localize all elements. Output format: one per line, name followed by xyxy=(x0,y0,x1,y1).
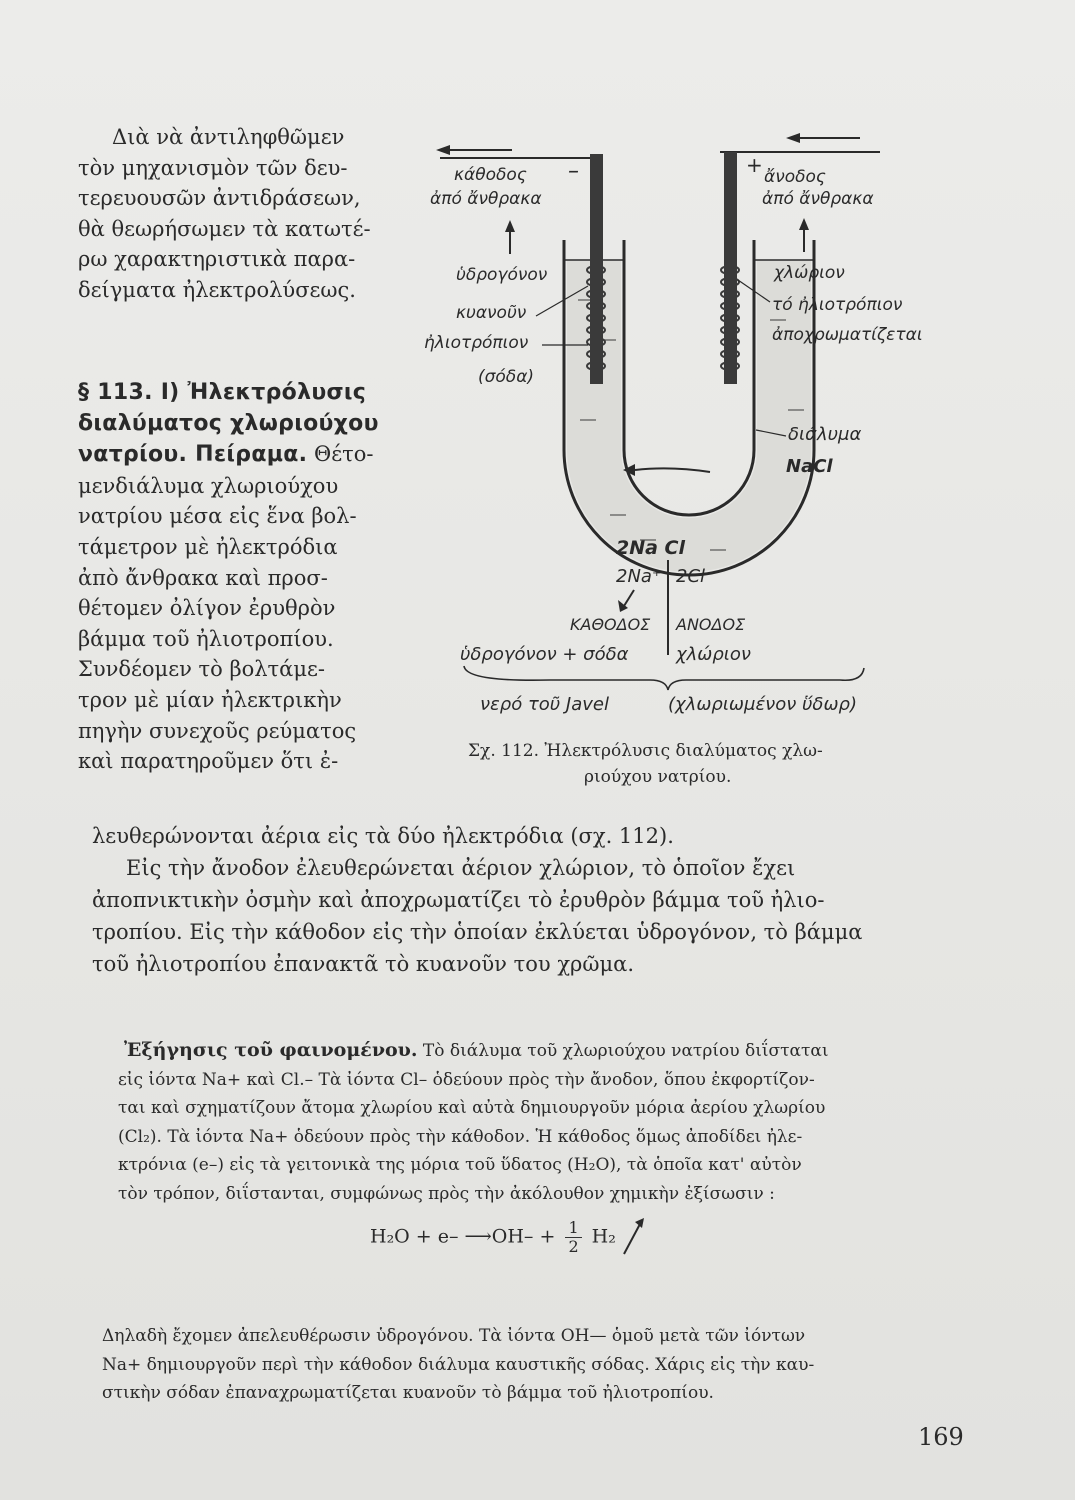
text-line: (Cl₂). Τὰ ἰόντα Na+ ὁδεύουν πρὸς τὴν κάθοδον. Ἡ κάθοδος ὅμως ἀποδίδει ἠλε- xyxy=(118,1126,803,1147)
conclusion-paragraph xyxy=(102,1322,962,1408)
text-line: βάμμα τοῦ ἠλιοτροπίου. xyxy=(78,626,334,651)
label-cathode: κάθοδος xyxy=(454,165,527,185)
label-products-anode: χλώριον xyxy=(676,644,751,665)
plus-sign: + xyxy=(746,153,763,177)
label-anode: ἄνοδος xyxy=(764,167,826,187)
text-line: τάμετρον μὲ ἠλεκτρόδια xyxy=(78,534,338,559)
section-heading: διαλύματος χλωριούχου xyxy=(78,410,379,436)
text-line: στικὴν σόδαν ἐπαναχρωματίζεται κυανοῦν τὸ βάμμα τοῦ ἠλιοτροπίου. xyxy=(102,1383,714,1403)
up-arrow-right xyxy=(799,218,809,252)
text-line: ἀπὸ ἄνθρακα καὶ προσ- xyxy=(78,565,328,590)
fraction-denominator: 2 xyxy=(568,1237,579,1256)
electrolysis-figure xyxy=(420,120,950,720)
text-line: ρω χαρακτηριστικὰ παρα- xyxy=(78,247,356,272)
text-line xyxy=(118,1036,978,1066)
text-fragment: Τὸ διάλυμα τοῦ χλωριούχου νατρίου διΐσταται xyxy=(422,1041,829,1061)
wire-left xyxy=(440,154,598,158)
minus-sign: – xyxy=(568,159,579,184)
text-line: δείγματα ἠλεκτρολύσεως. xyxy=(78,277,356,302)
fraction-numerator: 1 xyxy=(565,1219,581,1238)
caption-line: Σχ. 112. Ἠλεκτρόλυσις διαλύματος χλω- xyxy=(468,741,823,761)
anode-electrode xyxy=(721,152,739,384)
ion-chloride: 2Cl⁻ xyxy=(676,566,715,587)
text-line: καὶ παρατηροῦμεν ὅτι ἐ- xyxy=(78,749,339,774)
explanation-paragraph xyxy=(118,1036,978,1208)
text-line: τὸν μηχανισμὸν τῶν δευ- xyxy=(78,155,348,180)
label-soda: (σόδα) xyxy=(478,367,535,387)
equation-fraction xyxy=(565,1219,581,1256)
formula-nacl: 2Na Cl xyxy=(616,537,686,559)
equation-right: H₂ xyxy=(591,1225,616,1248)
text-line: Διὰ νὰ ἀντιληφθῶμεν xyxy=(112,125,345,149)
current-arrow-right xyxy=(786,133,860,143)
text-line: κτρόνια (e–) εἰς τὰ γειτονικὰ της μόρια τοῦ ὕδατος (H₂O), τὰ ὁποῖα κατ' αὐτὸν xyxy=(118,1155,802,1175)
text-line: τοῦ ἠλιοτροπίου ἐπανακτᾶ τὸ κυανοῦν του χρῶμα. xyxy=(92,952,635,976)
caption-line: ριούχου νατρίου. xyxy=(584,767,732,787)
text-line xyxy=(78,439,418,471)
label-chlorine: χλώριον xyxy=(774,263,845,283)
label-products-cathode: ὑδρογόνον + σόδα xyxy=(460,644,629,665)
text-line: λευθερώνονται ἀέρια εἰς τὰ δύο ἠλεκτρόδια (σχ. 112). xyxy=(92,824,674,848)
label-javel: νερό τοῦ Javel xyxy=(480,694,609,715)
text-line: Συνδέομεν τὸ βολτάμε- xyxy=(78,657,325,682)
label-decolourised: ἀποχρωματίζεται xyxy=(772,325,923,345)
label-hydrogen: ὑδρογόνον xyxy=(456,265,548,285)
section-heading: § 113. I) Ἠλεκτρόλυσις xyxy=(78,380,367,405)
equation-left: H₂O + e– ⟶OH– + xyxy=(370,1225,556,1248)
ion-sodium: 2Na⁺ xyxy=(616,566,662,587)
label-litmus-right: τό ἠλιοτρόπιον xyxy=(772,295,903,315)
up-arrow-left xyxy=(505,220,515,254)
gas-release-arrow-icon xyxy=(622,1216,644,1256)
label-solution: διάλυμα xyxy=(788,424,862,445)
text-line: ἀποπνικτικὴν ὀσμὴν καὶ ἀποχρωματίζει τὸ ἐρυθρὸν βάμμα τοῦ ἠλιο- xyxy=(92,888,825,912)
label-litmus-left: ἠλιοτρόπιον xyxy=(424,333,529,353)
label-chlorinated-water: (χλωριωμένον ὕδωρ) xyxy=(668,694,857,715)
figure-caption xyxy=(468,738,823,790)
text-line: θέτομεν ὀλίγον ἐρυθρὸν xyxy=(78,596,336,621)
label-from-carbon-right: ἀπό ἄνθρακα xyxy=(762,189,874,209)
label-blue: κυανοῦν xyxy=(456,303,527,323)
label-cathode-caps: ΚΑΘΟΔΟΣ xyxy=(570,615,651,634)
intro-paragraph xyxy=(78,122,418,306)
text-line: τρον μὲ μίαν ἠλεκτρικὴν xyxy=(78,687,342,712)
current-arrow-left xyxy=(436,145,512,155)
text-line: νατρίου μέσα εἰς ἕνα βολ- xyxy=(78,504,357,529)
text-line: τὸν τρόπον, διΐστανται, συμφώνως πρὸς τὴν ἀκόλουθον χημικὴν ἐξίσωσιν : xyxy=(118,1183,775,1204)
text-line: τροπίου. Εἰς τὴν κάθοδον εἰς τὴν ὁποίαν ἐκλύεται ὑδρογόνον, τὸ βάμμα xyxy=(92,920,863,944)
bracket xyxy=(464,666,864,690)
text-line: μενδιάλυμα χλωριούχου xyxy=(78,473,339,498)
page-number: 169 xyxy=(918,1423,964,1451)
text-line: Εἰς τὴν ἄνοδον ἐλευθερώνεται ἀέριον χλώριον, τὸ ὁποῖον ἔχει xyxy=(126,856,796,880)
text-line: τερευουσῶν ἀντιδράσεων, xyxy=(78,186,361,211)
label-from-carbon-left: ἀπό ἄνθρακα xyxy=(430,189,542,209)
label-anode-caps: ΑΝΟΔΟΣ xyxy=(676,615,746,634)
down-arrow-ion xyxy=(618,590,634,612)
label-nacl: NaCl xyxy=(786,456,833,477)
text-line: ται καὶ σχηματίζουν ἄτομα χλωρίου καὶ αὐτὰ δημιουργοῦν μόρια ἀερίου χλωρίου xyxy=(118,1098,826,1118)
text-line: θὰ θεωρήσωμεν τὰ κατωτέ- xyxy=(78,216,371,241)
chemical-equation xyxy=(370,1216,644,1256)
section-113 xyxy=(78,378,418,777)
section-heading-end: νατρίου. Πείραμα. xyxy=(78,442,308,468)
text-line: Δηλαδὴ ἔχομεν ἀπελευθέρωσιν ὑδρογόνου. Τὰ ἰόντα OH— ὁμοῦ μετὰ τῶν ἰόντων xyxy=(102,1326,806,1346)
observation-paragraph xyxy=(92,820,972,980)
text-fragment: Θέτο- xyxy=(314,442,374,467)
text-line: Na+ δημιουργοῦν περὶ τὴν κάθοδον διάλυμα καυστικῆς σόδας. Χάρις εἰς τὴν καυ- xyxy=(102,1354,815,1375)
text-line: εἰς ἰόντα Na+ καὶ Cl.– Τὰ ἰόντα Cl– ὁδεύουν πρὸς τὴν ἄνοδον, ὅπου ἐκφορτίζον- xyxy=(118,1069,815,1090)
text-line: πηγὴν συνεχοῦς ρεύματος xyxy=(78,718,357,743)
explanation-heading: Ἐξήγησις τοῦ φαινομένου. xyxy=(124,1039,418,1061)
